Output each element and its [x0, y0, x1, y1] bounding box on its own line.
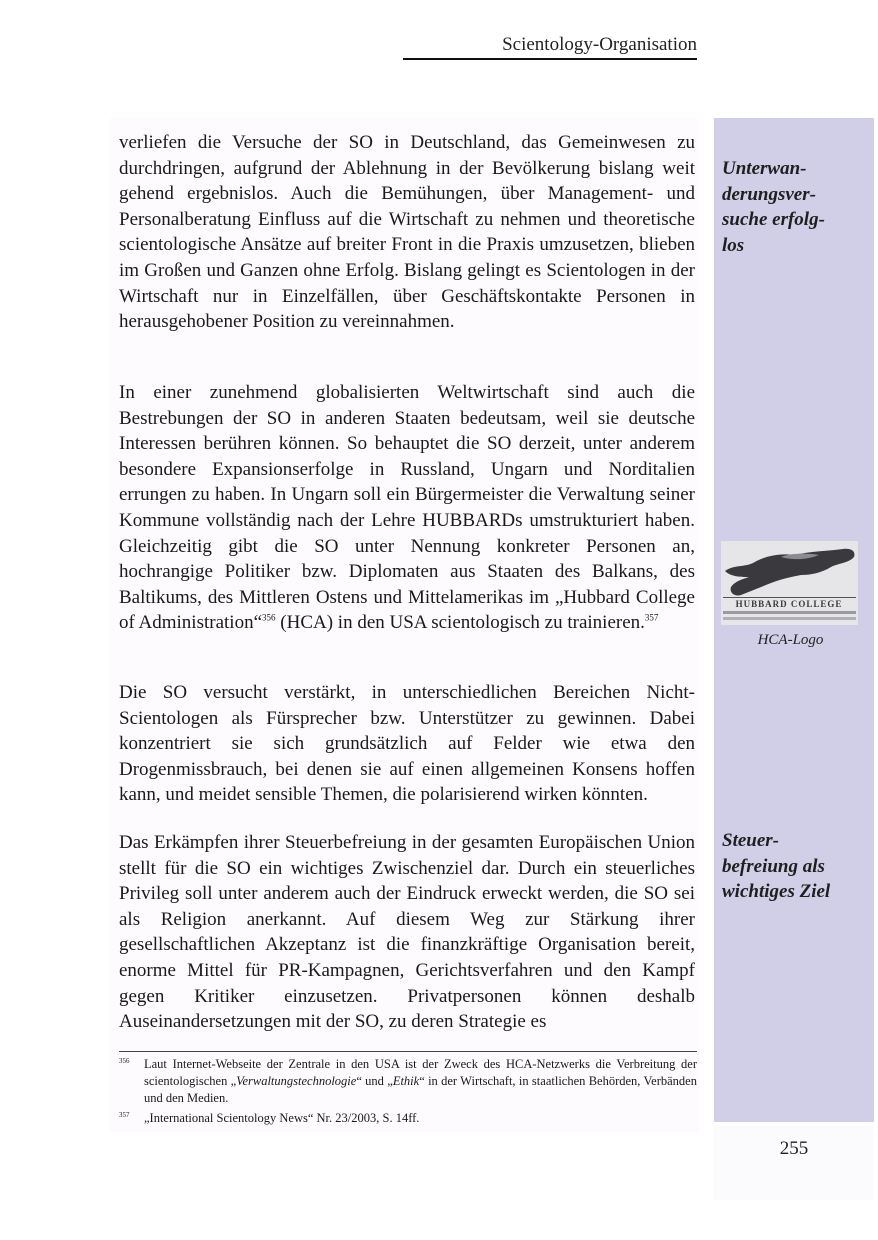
margin-note-line: derungsver-	[722, 183, 816, 205]
page-number: 255	[779, 1138, 809, 1159]
footnote-text-part: Laut Internet-Webseite der Zentrale in den USA ist der Zweck des HCA-Netzwerks die Verbreitung der scientologischen „	[144, 1057, 697, 1088]
margin-note-steuerbefreiung	[722, 828, 862, 905]
margin-note-line: suche erfolg-	[722, 209, 825, 231]
footnote-ref-356[interactable]: 356	[262, 613, 276, 624]
margin-note-line: befreiung als	[722, 855, 825, 877]
running-header: Scientology-Organisation	[502, 34, 697, 55]
footnote-ref-357[interactable]: 357	[644, 613, 659, 624]
footnote-357	[119, 1110, 697, 1127]
margin-note-line: Unterwan-	[722, 158, 807, 179]
footnote-text: „International Scientology News“ Nr. 23/2003, S. 14ff.	[144, 1111, 420, 1125]
margin-note-line: wichtiges Ziel	[722, 881, 831, 903]
footnote-number: 357	[119, 1111, 130, 1119]
footnote-text-part: “ in der Wirtschaft, in staatlichen Behörden, Verbänden und den Medien.	[144, 1074, 697, 1105]
paragraph-1: verliefen die Versuche der SO in Deutschland, das Gemeinwesen zu durchdringen, aufgrund der Ablehnung in der Bevölkerung bislang weit gehend ergebnislos. Auch die Bemühungen, über Management- und Personalberatung Einfluss auf die Wirtschaft zu nehmen und theoretische scientologische Ansätze auf breiter Front in die Praxis umzusetzen, blieben im Großen und Ganzen ohne Erfolg. Bislang gelingt es Scientologen in der Wirtschaft nur in Einzelfällen, über Geschäftskontakte Personen in herausgehobener Position zu vereinnahmen.	[119, 132, 695, 333]
paragraph-2-text-end: (HCA) in den USA scientologisch zu trainieren.	[275, 612, 645, 634]
footnote-356	[119, 1056, 697, 1107]
margin-note-unterwanderung	[722, 156, 862, 258]
hca-logo-graphic	[721, 541, 858, 625]
hca-logo-image	[721, 541, 858, 625]
logo-lettering: HUBBARD COLLEGE	[735, 599, 843, 609]
margin-note-line: Steuer-	[722, 830, 779, 851]
paragraph-3: Die SO versucht verstärkt, in unterschiedlichen Bereichen Nicht-Scientologen als Fürsprecher bzw. Unterstützer zu gewinnen. Dabei konzentriert sie sich grundsätzlich auf Felder wie etwa den Drogenmissbrauch, bei denen sie auf einen allgemeinen Konsens hoffen kann, und meidet sensible Themen, die polarisierend wirken könnten.	[119, 682, 695, 806]
paragraph-2-text: In einer zunehmend globalisierten Weltwirtschaft sind auch die Bestrebungen der SO in anderen Staaten bedeutsam, weil sie deutsche Interessen berühren können. So behauptet die SO derzeit, unter anderem besondere Expansionserfolge in Russland, Ungarn und Norditalien errungen zu haben. In Ungarn soll ein Bürgermeister die Verwaltung seiner Kommune vollständig nach der Lehre HUBBARDs umstrukturiert haben. Gleichzeitig gibt die SO unter Nennung konkreter Personen an, hochrangige Politiker bzw. Diplomaten aus Staaten des Balkans, des Baltikums, des Mittleren Ostens und Mittelamerikas im „Hubbard College of Administration“	[119, 382, 695, 634]
footnote-number: 356	[119, 1057, 130, 1065]
footnote-rule	[119, 1051, 697, 1052]
paragraph-2	[119, 380, 695, 636]
header-rule	[403, 58, 697, 60]
footnote-italic-term: Verwaltungstechnologie	[236, 1074, 357, 1088]
footnote-italic-term: Ethik	[392, 1074, 420, 1088]
footnote-text	[144, 1056, 697, 1107]
figure-caption: HCA-Logo	[757, 632, 824, 648]
paragraph-4: Das Erkämpfen ihrer Steuerbefreiung in der gesamten Europäischen Union stellt für die SO ein wichtiges Zwischenziel dar. Durch ein steuerliches Privileg soll unter anderem auch der Eindruck erweckt werden, die SO sei als Religion anerkannt. Auf diesem Weg zur Stärkung ihrer gesellschaftlichen Akzeptanz ist die finanzkräftige Organisation bereit, enorme Mittel für PR-Kampagnen, Gerichtsverfahren und den Kampf gegen Kritiker einzusetzen. Privatpersonen können deshalb Auseinandersetzungen mit der SO, zu deren Strategie es	[119, 832, 695, 1033]
margin-note-line: los	[722, 234, 745, 256]
footnote-text-part: “ und „	[356, 1074, 393, 1088]
